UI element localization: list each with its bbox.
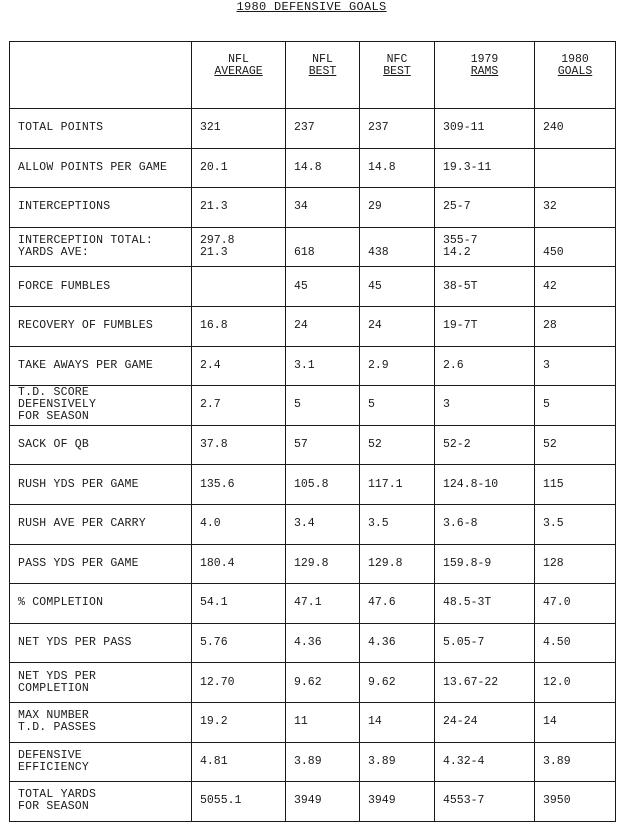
nfl-average-cell: 5.76 <box>192 623 286 663</box>
rams-1979-cell: 2.6 <box>435 346 535 386</box>
header-nfl-average <box>192 42 286 109</box>
nfl-average-cell <box>192 267 286 307</box>
nfl-best-cell: 11 <box>286 702 360 742</box>
rams-1979-cell: 5.05-7 <box>435 623 535 663</box>
header-line2: BEST <box>308 65 337 78</box>
goals-1980-cell: 128 <box>535 544 616 584</box>
page-title-text: 1980 DEFENSIVE GOALS <box>236 0 387 14</box>
header-line2: GOALS <box>557 65 593 78</box>
header-nfc-best <box>360 42 435 109</box>
table-row <box>10 267 616 307</box>
nfl-best-cell: 5 <box>286 386 360 426</box>
nfl-best-cell: 57 <box>286 425 360 465</box>
table-row <box>10 544 616 584</box>
table-row <box>10 425 616 465</box>
table-row <box>10 148 616 188</box>
nfl-average-cell: 12.70 <box>192 663 286 703</box>
nfc-best-cell: 29 <box>360 188 435 228</box>
goals-1980-cell: 32 <box>535 188 616 228</box>
row-label: MAX NUMBER T.D. PASSES <box>10 702 192 742</box>
rams-1979-cell: 3.6-8 <box>435 504 535 544</box>
nfl-average-cell: 4.0 <box>192 504 286 544</box>
goals-1980-cell: 28 <box>535 306 616 346</box>
nfl-best-cell: 237 <box>286 109 360 149</box>
nfl-average-cell: 21.3 <box>192 188 286 228</box>
nfl-best-cell: 47.1 <box>286 584 360 624</box>
row-label: RUSH AVE PER CARRY <box>10 504 192 544</box>
nfl-best-cell: 24 <box>286 306 360 346</box>
goals-1980-cell: 3950 <box>535 782 616 822</box>
nfc-best-cell: 47.6 <box>360 584 435 624</box>
header-line1: 1979 <box>470 53 499 66</box>
nfl-average-cell: 16.8 <box>192 306 286 346</box>
nfl-best-cell: 34 <box>286 188 360 228</box>
nfc-best-cell: 14 <box>360 702 435 742</box>
row-label: NET YDS PER COMPLETION <box>10 663 192 703</box>
header-line1: 1980 <box>561 53 589 66</box>
goals-1980-cell <box>535 148 616 188</box>
nfl-average-cell: 54.1 <box>192 584 286 624</box>
table-row <box>10 663 616 703</box>
nfc-best-cell: 3.89 <box>360 742 435 782</box>
page-title <box>0 0 623 14</box>
table-row <box>10 782 616 822</box>
row-label: INTERCEPTION TOTAL: YARDS AVE: <box>10 227 192 267</box>
table-row <box>10 504 616 544</box>
nfc-best-cell: 24 <box>360 306 435 346</box>
nfl-best-cell: 129.8 <box>286 544 360 584</box>
rams-1979-cell: 159.8-9 <box>435 544 535 584</box>
goals-1980-cell: 115 <box>535 465 616 505</box>
nfl-average-cell: 321 <box>192 109 286 149</box>
defensive-goals-table <box>9 41 616 822</box>
nfl-best-cell: 618 <box>286 227 360 267</box>
table-row <box>10 346 616 386</box>
nfl-best-cell: 14.8 <box>286 148 360 188</box>
nfl-average-cell: 37.8 <box>192 425 286 465</box>
rams-1979-cell: 25-7 <box>435 188 535 228</box>
nfl-best-cell: 3.89 <box>286 742 360 782</box>
header-line2: BEST <box>383 65 411 78</box>
header-line1: NFL <box>312 53 333 66</box>
table-row <box>10 109 616 149</box>
table-row <box>10 702 616 742</box>
nfl-best-cell: 4.36 <box>286 623 360 663</box>
nfc-best-cell: 5 <box>360 386 435 426</box>
rams-1979-cell: 4.32-4 <box>435 742 535 782</box>
rams-1979-cell: 52-2 <box>435 425 535 465</box>
goals-1980-cell: 450 <box>535 227 616 267</box>
table-row <box>10 227 616 267</box>
nfl-average-cell: 5055.1 <box>192 782 286 822</box>
row-label: SACK OF QB <box>10 425 192 465</box>
rams-1979-cell: 48.5-3T <box>435 584 535 624</box>
goals-1980-cell: 14 <box>535 702 616 742</box>
table-row <box>10 742 616 782</box>
nfc-best-cell: 3.5 <box>360 504 435 544</box>
header-1980-goals <box>535 42 616 109</box>
row-label: ALLOW POINTS PER GAME <box>10 148 192 188</box>
nfl-average-cell: 2.7 <box>192 386 286 426</box>
goals-1980-cell: 12.0 <box>535 663 616 703</box>
rams-1979-cell: 13.67-22 <box>435 663 535 703</box>
nfl-best-cell: 3949 <box>286 782 360 822</box>
header-line2: AVERAGE <box>214 65 263 78</box>
goals-1980-cell: 42 <box>535 267 616 307</box>
nfl-best-cell: 3.1 <box>286 346 360 386</box>
goals-1980-cell: 3.89 <box>535 742 616 782</box>
nfc-best-cell: 3949 <box>360 782 435 822</box>
table-row <box>10 465 616 505</box>
row-label: PASS YDS PER GAME <box>10 544 192 584</box>
nfl-best-cell: 105.8 <box>286 465 360 505</box>
nfl-average-cell: 2.4 <box>192 346 286 386</box>
nfl-best-cell: 9.62 <box>286 663 360 703</box>
table-row <box>10 306 616 346</box>
header-corner <box>10 42 192 109</box>
row-label: NET YDS PER PASS <box>10 623 192 663</box>
rams-1979-cell: 309-11 <box>435 109 535 149</box>
nfc-best-cell: 52 <box>360 425 435 465</box>
nfl-best-cell: 45 <box>286 267 360 307</box>
table-row <box>10 584 616 624</box>
nfl-average-cell: 20.1 <box>192 148 286 188</box>
header-line1: NFL <box>228 53 249 66</box>
goals-1980-cell: 3 <box>535 346 616 386</box>
nfc-best-cell: 45 <box>360 267 435 307</box>
goals-1980-cell: 4.50 <box>535 623 616 663</box>
row-label: TOTAL POINTS <box>10 109 192 149</box>
row-label: FORCE FUMBLES <box>10 267 192 307</box>
rams-1979-cell: 124.8-10 <box>435 465 535 505</box>
goals-1980-cell: 240 <box>535 109 616 149</box>
nfc-best-cell: 14.8 <box>360 148 435 188</box>
header-line1: NFC <box>386 53 408 66</box>
row-label: DEFENSIVE EFFICIENCY <box>10 742 192 782</box>
nfl-average-cell: 297.8 21.3 <box>192 227 286 267</box>
row-label: INTERCEPTIONS <box>10 188 192 228</box>
nfl-average-cell: 19.2 <box>192 702 286 742</box>
header-nfl-best <box>286 42 360 109</box>
header-line2: RAMS <box>470 65 499 78</box>
rams-1979-cell: 355-7 14.2 <box>435 227 535 267</box>
table-row <box>10 623 616 663</box>
rams-1979-cell: 19.3-11 <box>435 148 535 188</box>
row-label: RECOVERY OF FUMBLES <box>10 306 192 346</box>
nfc-best-cell: 438 <box>360 227 435 267</box>
nfc-best-cell: 4.36 <box>360 623 435 663</box>
nfc-best-cell: 9.62 <box>360 663 435 703</box>
rams-1979-cell: 4553-7 <box>435 782 535 822</box>
rams-1979-cell: 24-24 <box>435 702 535 742</box>
header-row <box>10 42 616 109</box>
row-label: TOTAL YARDS FOR SEASON <box>10 782 192 822</box>
goals-1980-cell: 5 <box>535 386 616 426</box>
rams-1979-cell: 38-5T <box>435 267 535 307</box>
header-1979-rams <box>435 42 535 109</box>
table-row <box>10 386 616 426</box>
rams-1979-cell: 19-7T <box>435 306 535 346</box>
row-label: RUSH YDS PER GAME <box>10 465 192 505</box>
nfc-best-cell: 129.8 <box>360 544 435 584</box>
goals-1980-cell: 52 <box>535 425 616 465</box>
nfc-best-cell: 2.9 <box>360 346 435 386</box>
nfl-average-cell: 180.4 <box>192 544 286 584</box>
nfl-best-cell: 3.4 <box>286 504 360 544</box>
nfc-best-cell: 237 <box>360 109 435 149</box>
goals-1980-cell: 47.0 <box>535 584 616 624</box>
table-body <box>10 109 616 822</box>
row-label: T.D. SCORE DEFENSIVELY FOR SEASON <box>10 386 192 426</box>
rams-1979-cell: 3 <box>435 386 535 426</box>
nfl-average-cell: 135.6 <box>192 465 286 505</box>
row-label: TAKE AWAYS PER GAME <box>10 346 192 386</box>
table-row <box>10 188 616 228</box>
goals-1980-cell: 3.5 <box>535 504 616 544</box>
nfc-best-cell: 117.1 <box>360 465 435 505</box>
nfl-average-cell: 4.81 <box>192 742 286 782</box>
row-label: % COMPLETION <box>10 584 192 624</box>
